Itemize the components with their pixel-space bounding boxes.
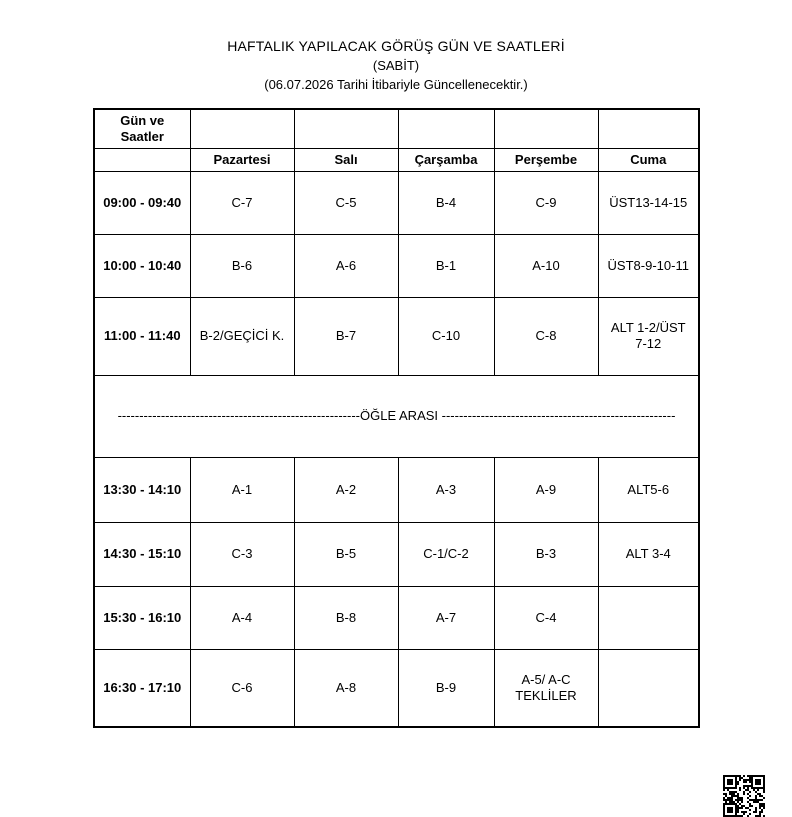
schedule-cell: C-9	[494, 171, 598, 234]
schedule-cell: A-6	[294, 234, 398, 297]
schedule-cell: B-6	[190, 234, 294, 297]
schedule-cell: B-3	[494, 522, 598, 586]
time-cell: 13:30 - 14:10	[94, 457, 190, 522]
schedule-cell: B-5	[294, 522, 398, 586]
schedule-cell: B-9	[398, 649, 494, 727]
schedule-cell: C-8	[494, 297, 598, 375]
schedule-table	[93, 108, 700, 728]
schedule-cell	[598, 586, 699, 649]
empty-cell	[294, 109, 398, 148]
schedule-cell: A-10	[494, 234, 598, 297]
schedule-cell: B-8	[294, 586, 398, 649]
table-row	[94, 522, 699, 586]
table-row	[94, 297, 699, 375]
day-header-wednesday: Çarşamba	[398, 148, 494, 171]
day-header-tuesday: Salı	[294, 148, 398, 171]
schedule-cell: B-4	[398, 171, 494, 234]
qr-code	[723, 775, 765, 817]
table-row	[94, 457, 699, 522]
schedule-cell: C-6	[190, 649, 294, 727]
empty-cell	[598, 109, 699, 148]
time-cell: 11:00 - 11:40	[94, 297, 190, 375]
schedule-cell: ALT 1-2/ÜST 7-12	[598, 297, 699, 375]
page-title: HAFTALIK YAPILACAK GÖRÜŞ GÜN VE SAATLERİ	[227, 38, 565, 54]
schedule-cell: A-9	[494, 457, 598, 522]
schedule-cell: A-7	[398, 586, 494, 649]
schedule-cell: C-3	[190, 522, 294, 586]
update-note: (06.07.2026 Tarihi İtibariyle Güncellenecektir.)	[264, 77, 528, 92]
time-cell: 09:00 - 09:40	[94, 171, 190, 234]
empty-cell	[190, 109, 294, 148]
schedule-cell: A-3	[398, 457, 494, 522]
schedule-cell: C-7	[190, 171, 294, 234]
table-row	[94, 171, 699, 234]
schedule-cell: C-5	[294, 171, 398, 234]
time-cell: 14:30 - 15:10	[94, 522, 190, 586]
schedule-cell: C-4	[494, 586, 598, 649]
table-row	[94, 586, 699, 649]
time-cell: 10:00 - 10:40	[94, 234, 190, 297]
time-cell: 15:30 - 16:10	[94, 586, 190, 649]
schedule-cell: C-1/C-2	[398, 522, 494, 586]
time-cell: 16:30 - 17:10	[94, 649, 190, 727]
corner-header-cell: Gün ve Saatler	[94, 109, 190, 148]
empty-cell	[494, 109, 598, 148]
schedule-cell	[598, 649, 699, 727]
header-row-top	[94, 109, 699, 148]
empty-cell	[398, 109, 494, 148]
table-row	[94, 234, 699, 297]
schedule-cell: A-8	[294, 649, 398, 727]
schedule-cell: B-1	[398, 234, 494, 297]
document-header	[0, 36, 792, 94]
page-subtitle: (SABİT)	[372, 58, 420, 73]
schedule-cell: B-2/GEÇİCİ K.	[190, 297, 294, 375]
day-header-monday: Pazartesi	[190, 148, 294, 171]
schedule-cell: C-10	[398, 297, 494, 375]
table-row	[94, 649, 699, 727]
lunch-break-row	[94, 375, 699, 457]
schedule-cell: A-5/ A-C TEKLİLER	[494, 649, 598, 727]
day-header-thursday: Perşembe	[494, 148, 598, 171]
header-row-days	[94, 148, 699, 171]
lunch-break-cell: --------------------------------------------------------ÖĞLE ARASI ------------------------------------------------------	[94, 375, 699, 457]
schedule-cell: A-1	[190, 457, 294, 522]
schedule-cell: ALT5-6	[598, 457, 699, 522]
schedule-cell: A-4	[190, 586, 294, 649]
schedule-cell: ALT 3-4	[598, 522, 699, 586]
schedule-cell: ÜST8-9-10-11	[598, 234, 699, 297]
empty-cell	[94, 148, 190, 171]
schedule-cell: B-7	[294, 297, 398, 375]
schedule-cell: ÜST13-14-15	[598, 171, 699, 234]
day-header-friday: Cuma	[598, 148, 699, 171]
schedule-cell: A-2	[294, 457, 398, 522]
